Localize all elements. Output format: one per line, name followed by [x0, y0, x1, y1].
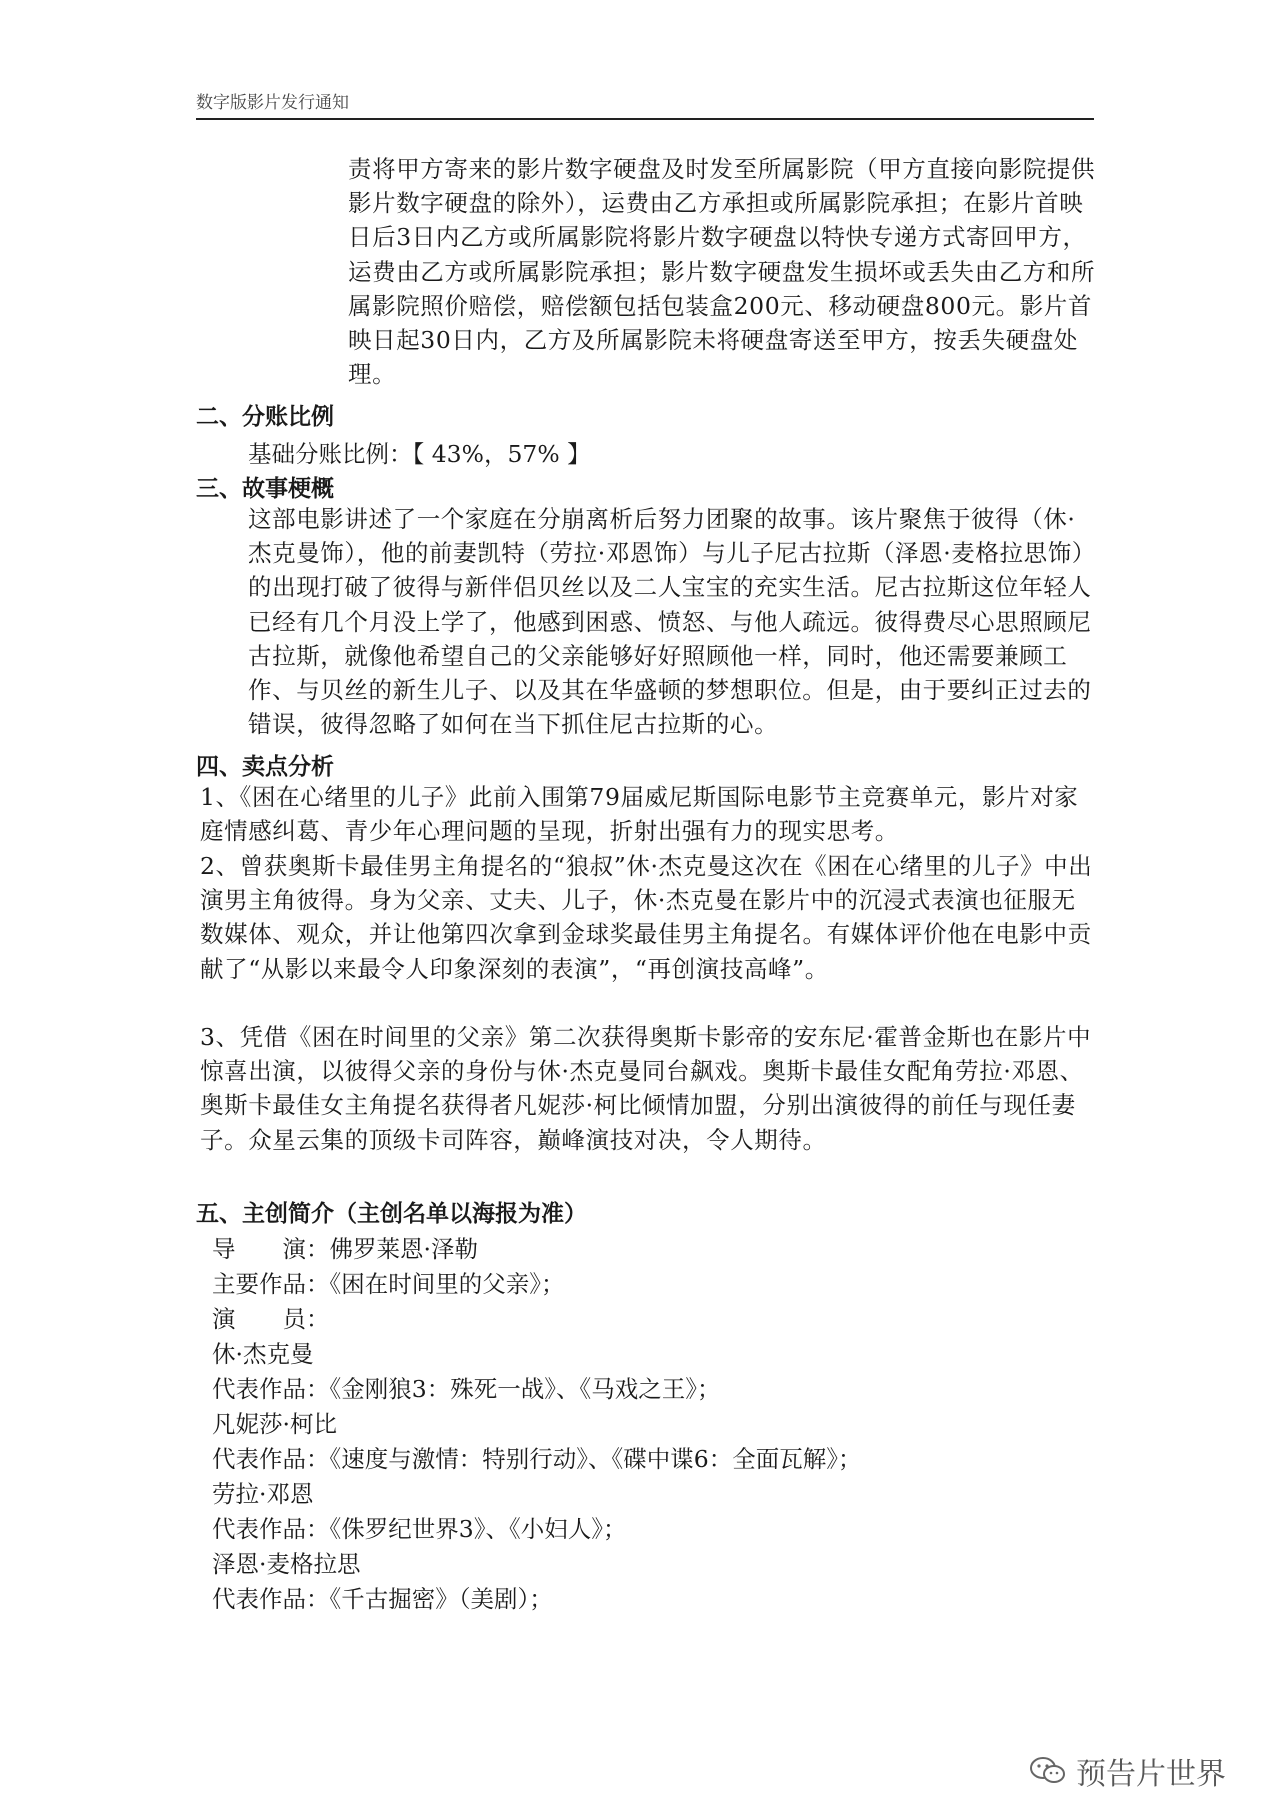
revenue-ratio: 基础分账比例：【 43%，57% 】: [248, 440, 591, 468]
selling-point-1: 1、《困在心绪里的儿子》此前入围第79届威尼斯国际电影节主竞赛单元，影片对家庭情感纠葛、青少年心理问题的呈现，折射出强有力的现实思考。: [200, 783, 1079, 846]
cast-works-3: 代表作品：《侏罗纪世界3》、《小妇人》；: [212, 1515, 627, 1543]
wechat-icon: [1030, 1756, 1066, 1786]
section-heading-synopsis: 三、故事梗概: [196, 476, 334, 502]
cast-works-1: 代表作品：《金刚狼3：殊死一战》、《马戏之王》；: [212, 1375, 721, 1403]
cast-label: 演 员：: [212, 1305, 330, 1333]
cast-name-2: 凡妮莎·柯比: [212, 1410, 337, 1438]
selling-point-3: 3、凭借《困在时间里的父亲》第二次获得奥斯卡影帝的安东尼·霍普金斯也在影片中惊喜出演，以彼得父亲的身份与休·杰克曼同台飙戏。奥斯卡最佳女配角劳拉·邓恩、奥斯卡最佳女主角提名获得者凡妮莎·柯比倾情加盟，分别出演彼得的前任与现任妻子。众星云集的顶级卡司阵容，巅峰演技对决，令人期待。: [200, 1023, 1092, 1154]
watermark-text: 预告片世界: [1076, 1757, 1226, 1792]
cast-works-2: 代表作品：《速度与激情：特别行动》、《碟中谍6：全面瓦解》；: [212, 1445, 862, 1473]
cast-name-3: 劳拉·邓恩: [212, 1480, 314, 1508]
director-works: 主要作品：《困在时间里的父亲》；: [212, 1270, 565, 1298]
cast-name-1: 休·杰克曼: [212, 1340, 314, 1368]
watermark: [1030, 1749, 1226, 1793]
distribution-clause: 责将甲方寄来的影片数字硬盘及时发至所属影院（甲方直接向影院提供影片数字硬盘的除外），运费由乙方承担或所属影院承担；在影片首映日后3日内乙方或所属影院将影片数字硬盘以特快专递方式寄回甲方，运费由乙方或所属影院承担；影片数字硬盘发生损坏或丢失由乙方和所属影院照价赔偿，赔偿额包括包装盒200元、移动硬盘800元。影片首映日起30日内，乙方及所属影院未将硬盘寄送至甲方，按丢失硬盘处理。: [348, 155, 1096, 389]
section-heading-creators: 五、主创简介（主创名单以海报为准）: [196, 1201, 587, 1227]
section-heading-selling-points: 四、卖点分析: [196, 754, 334, 780]
director-line: 导 演：佛罗莱恩·泽勒: [212, 1235, 478, 1263]
page-header: 数字版影片发行通知: [196, 93, 349, 113]
cast-name-4: 泽恩·麦格拉思: [212, 1550, 361, 1578]
section-heading-revenue-share: 二、分账比例: [196, 404, 334, 430]
cast-works-4: 代表作品：《千古掘密》（美剧）；: [212, 1585, 553, 1613]
synopsis-text: 这部电影讲述了一个家庭在分崩离析后努力团聚的故事。该片聚焦于彼得（休·杰克曼饰），他的前妻凯特（劳拉·邓恩饰）与儿子尼古拉斯（泽恩·麦格拉思饰）的出现打破了彼得与新伴侣贝丝以及二人宝宝的充实生活。尼古拉斯这位年轻人已经有几个月没上学了，他感到困惑、愤怒、与他人疏远。彼得费尽心思照顾尼古拉斯，就像他希望自己的父亲能够好好照顾他一样，同时，他还需要兼顾工作、与贝丝的新生儿子、以及其在华盛顿的梦想职位。但是，由于要纠正过去的错误，彼得忽略了如何在当下抓住尼古拉斯的心。: [248, 505, 1096, 739]
header-divider: [196, 118, 1094, 120]
selling-point-2: 2、曾获奥斯卡最佳男主角提名的“狼叔”休·杰克曼这次在《困在心绪里的儿子》中出演男主角彼得。身为父亲、丈夫、儿子，休·杰克曼在影片中的沉浸式表演也征服无数媒体、观众，并让他第四次拿到金球奖最佳男主角提名。有媒体评价他在电影中贡献了“从影以来最令人印象深刻的表演”，“再创演技高峰”。: [200, 852, 1093, 983]
